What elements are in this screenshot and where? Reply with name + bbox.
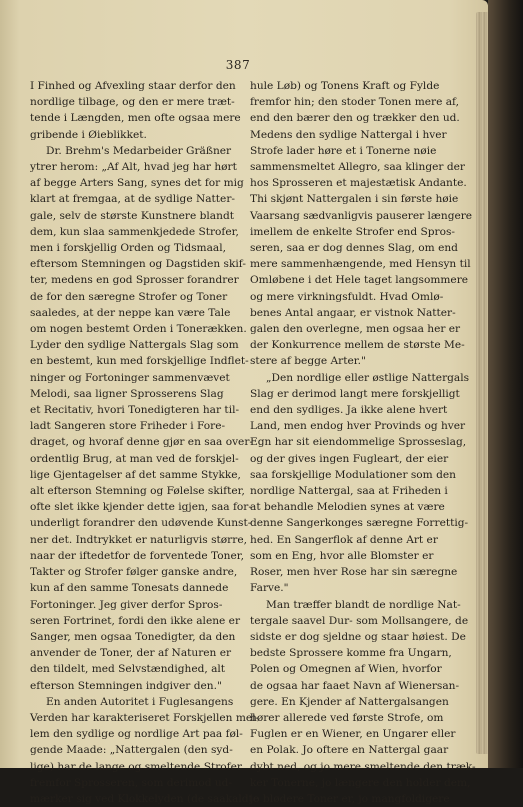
text-line: saa forskjellige Modulationer som den: [250, 468, 456, 481]
text-line: lige) har de lange og smeltende Strofer: [30, 760, 242, 773]
text-line: gere. En Kjender af Nattergalsangen: [250, 695, 449, 708]
text-line: gale, selv de største Kunstnere blandt: [30, 209, 234, 222]
text-line: bedste Sprossere komme fra Ungarn,: [250, 647, 452, 660]
text-line: hed. En Sangerflok af denne Art er: [250, 533, 438, 546]
text-line: draget, og hvoraf denne gjør en saa over-: [30, 436, 253, 449]
text-line: ytrer herom: „Af Alt, hvad jeg har hørt: [30, 161, 237, 174]
text-line: og mere virkningsfuldt. Hvad Omlø-: [250, 290, 444, 303]
text-line: Strofe lader høre et i Tonerne nøie: [250, 144, 437, 157]
text-line: dybt ned, og jo mere smeltende den træk-: [250, 760, 476, 773]
text-line: ninger og Fortoninger sammenvævet: [30, 371, 230, 384]
text-line: den tildelt, med Selvstændighed, alt: [30, 663, 226, 676]
text-line: de ogsaa har faaet Navn af Wienersan-: [250, 679, 460, 692]
left-text-column: [30, 78, 260, 807]
text-line: tergale saavel Dur- som Mollsangere, de: [250, 614, 469, 627]
text-line: seren, saa er dog dennes Slag, om end: [250, 242, 458, 255]
text-line: men i forskjellig Orden og Tidsmaal,: [30, 242, 226, 255]
text-line: benes Antal angaar, er vistnok Natter-: [250, 306, 456, 319]
text-line: hører allerede ved første Strofe, om: [250, 711, 444, 724]
text-line: sammensmeltet Allegro, saa klinger der: [250, 161, 465, 174]
text-line: Verden har karakteriseret Forskjellen mel-: [30, 711, 260, 724]
text-line: ker Tonerne, jo længere den holder dem,: [250, 776, 471, 789]
text-line: et Recitativ, hvori Tonedigteren har til-: [30, 404, 240, 417]
text-line: gende Maade: „Nattergalen (den syd-: [30, 744, 233, 757]
text-line: gribende i Øieblikket.: [30, 128, 147, 141]
text-line: ordentlig Brug, at man ved de forskjel-: [30, 452, 239, 465]
text-line: lem den sydlige og nordlige Art paa føl-: [30, 728, 243, 741]
text-line: end den sydliges. Ja ikke alene hvert: [250, 404, 448, 417]
text-line: galen den overlegne, men ogsaa her er: [250, 323, 461, 336]
text-line: at behandle Melodien synes at være: [250, 501, 445, 514]
text-line: sidste er dog sjeldne og staar høiest. De: [250, 630, 466, 643]
text-line: de for den særegne Strofer og Toner: [30, 290, 228, 303]
text-line: naar der iftedetfor de forventede Toner,: [30, 549, 245, 562]
text-line: saaledes, at der neppe kan være Tale: [30, 306, 231, 319]
text-line: klart at fremgaa, at de sydlige Natter-: [30, 193, 235, 206]
text-line: alt efterson Stemning og Følelse skifter,: [30, 485, 245, 498]
text-line: Omløbene i det Hele taget langsommere: [250, 274, 469, 287]
text-line: lige Gjentagelser af det samme Stykke,: [30, 468, 241, 481]
text-line: Farve.": [250, 582, 289, 595]
text-line: eftersom Stemningen og Dagstiden skif-: [30, 258, 246, 271]
text-line: dem, kun slaa sammenkjedede Strofer,: [30, 225, 239, 238]
text-line: nordlige Nattergal, saa at Friheden i: [250, 485, 448, 498]
text-line: jo blødere Toner er, jo mangfoldigere: [250, 792, 450, 805]
text-line: ter, medens en god Sprosser forandrer: [30, 274, 239, 287]
text-line: Fortoninger. Jeg giver derfor Spros-: [30, 598, 223, 611]
text-line: Man træffer blandt de nordlige Nat-: [266, 598, 461, 611]
text-line: ner det. Indtrykket er naturligvis større,: [30, 533, 247, 546]
text-line: I Finhed og Afvexling staar derfor den: [30, 80, 236, 92]
text-line: Fuglen er en Wiener, en Ungarer eller: [250, 728, 456, 741]
text-line: Dr. Brehm's Medarbeider Gräßner: [46, 144, 232, 157]
text-line: som en Eng, hvor alle Blomster er: [250, 549, 434, 562]
text-line: der Konkurrence mellem de største Me-: [250, 339, 465, 352]
text-line: underligt forandrer den udøvende Kunst-: [30, 517, 252, 530]
text-line: fremfor Sprosseren, som derimod ud-: [30, 776, 233, 789]
text-line: Egn har sit eiendommelige Sprosseslag,: [250, 436, 467, 449]
text-line: Melodi, saa ligner Sprosserens Slag: [30, 387, 224, 400]
text-line: Lyder den sydlige Nattergals Slag som: [30, 339, 239, 352]
text-line: Polen og Omegnen af Wien, hvorfor: [250, 663, 442, 676]
text-line: mærker sig ved Klokkelyden (de saakaldte: [30, 792, 260, 805]
text-line: anvender de Toner, der af Naturen er: [30, 647, 232, 660]
text-line: Thi skjønt Nattergalen i sin første høie: [250, 193, 459, 206]
text-line: hule Løb) og Tonens Kraft og Fylde: [250, 80, 440, 92]
text-line: ladt Sangeren store Friheder i Fore-: [30, 420, 226, 433]
text-line: fremfor hin; den stoder Tonen mere af,: [250, 96, 459, 109]
text-line: mere sammenhængende, med Hensyn til: [250, 258, 471, 271]
text-line: og der gives ingen Fugleart, der eier: [250, 452, 449, 465]
text-line: Roser, men hver Rose har sin særegne: [250, 566, 458, 579]
text-line: Takter og Strofer følger ganske andre,: [30, 566, 238, 579]
text-line: seren Fortrinet, fordi den ikke alene er: [30, 614, 241, 627]
text-line: Vaarsang sædvanligvis pauserer længere: [250, 209, 473, 222]
text-line: en Polak. Jo oftere en Nattergal gaar: [250, 744, 449, 757]
page-number: 387: [225, 58, 251, 72]
text-line: Sanger, men ogsaa Tonedigter, da den: [30, 630, 236, 643]
text-line: En anden Autoritet i Fuglesangens: [46, 695, 234, 708]
text-line: efterson Stemningen indgiver den.": [30, 679, 222, 692]
text-line: Slag er derimod langt mere forskjelligt: [250, 387, 460, 400]
text-line: „Den nordlige eller østlige Nattergals: [266, 371, 470, 384]
text-line: end den bærer den og trækker den ud.: [250, 112, 460, 125]
text-line: hos Sprosseren et majestætisk Andante.: [250, 177, 467, 190]
right-text-column: [250, 78, 476, 807]
text-line: stere af begge Arter.": [250, 355, 366, 368]
book-spine-shadow: [488, 0, 523, 768]
text-line: Land, men endog hver Provinds og hver: [250, 420, 466, 433]
text-line: nordlige tilbage, og den er mere træt-: [30, 96, 235, 109]
text-line: ofte slet ikke kjender dette igjen, saa for-: [30, 501, 252, 514]
text-line: af begge Arters Sang, synes det for mig: [30, 177, 244, 190]
text-line: kun af den samme Tonesats dannede: [30, 582, 229, 595]
text-line: om nogen bestemt Orden i Tonerækken.: [30, 323, 247, 336]
text-line: tende i Længden, men ofte ogsaa mere: [30, 112, 241, 125]
text-line: Medens den sydlige Nattergal i hver: [250, 128, 447, 141]
text-line: imellem de enkelte Strofer end Spros-: [250, 225, 455, 238]
text-line: denne Sangerkonges særegne Forrettig-: [250, 517, 469, 530]
text-line: en bestemt, kun med forskjellige Indflet-: [30, 355, 249, 368]
